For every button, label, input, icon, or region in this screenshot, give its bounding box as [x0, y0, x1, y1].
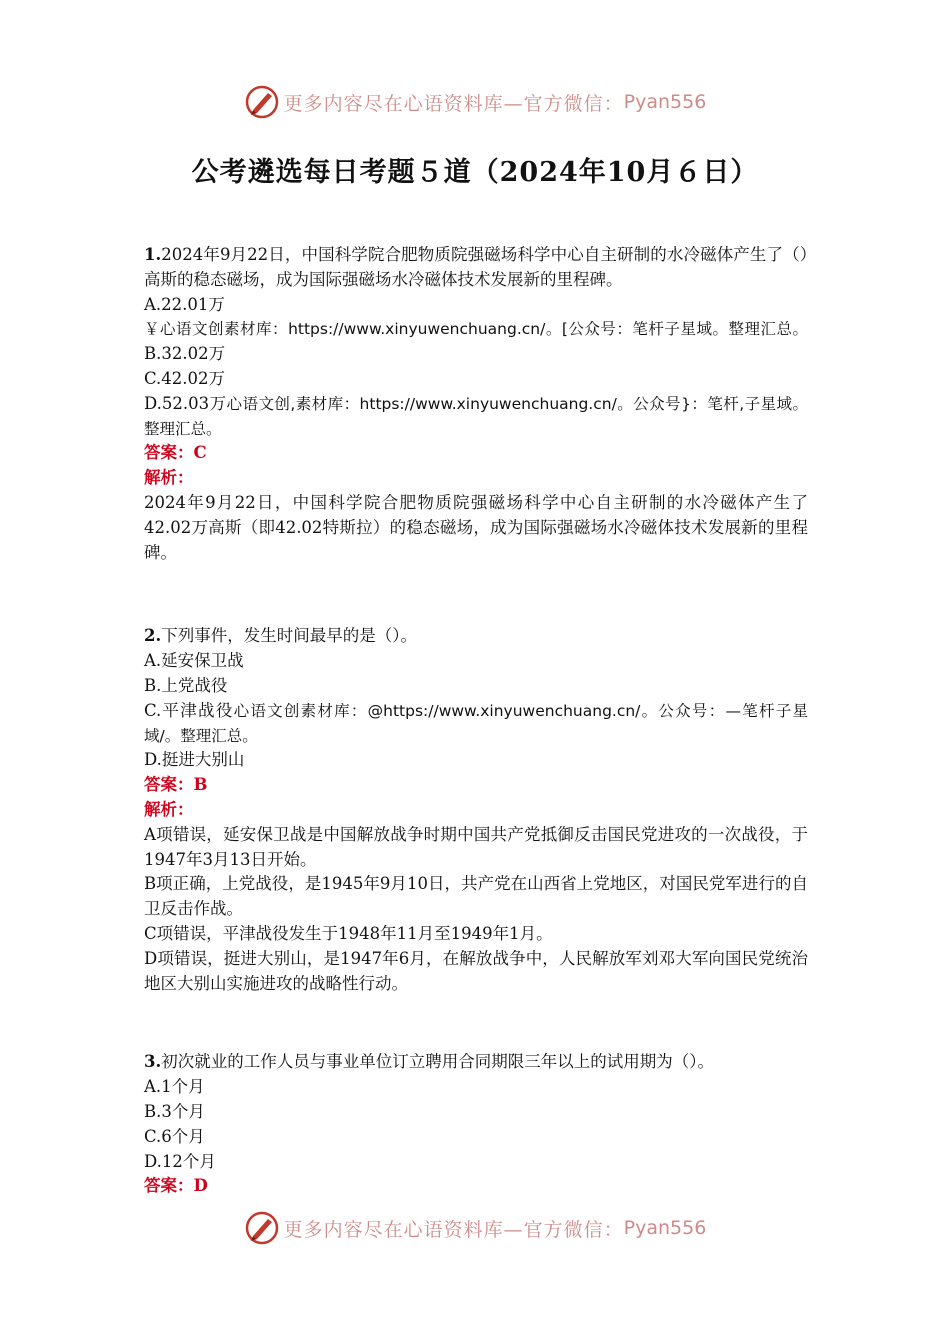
question-number: 3.: [144, 1052, 162, 1072]
question-number: 2.: [144, 626, 162, 646]
footer-banner: [0, 1210, 950, 1246]
banner-text: 更多内容尽在心语资料库—官方微信：: [283, 1218, 624, 1241]
question-2-analysis-d: D项错误，挺进大别山，是1947年6月，在解放战争中，人民解放军刘邓大军向国民党统治地区大别山实施进攻的战略性行动。: [144, 948, 808, 993]
question-1-analysis-label: 解析：: [144, 468, 194, 488]
question-content: [144, 243, 808, 1199]
question-2-option-b: B.上党战役: [144, 675, 228, 695]
question-2-option-a: A.延安保卫战: [144, 651, 244, 671]
watermark-text: 心语文创素材库：@https://www.xinyuwenchuang.cn/。公众号：—笔杆子星域/。整理汇总。: [144, 701, 808, 745]
header-banner: [0, 84, 950, 120]
question-3-option-c: C.6个月: [144, 1126, 205, 1146]
page-title: 公考遴选每日考题５道（2024年10月６日）: [191, 157, 759, 188]
question-3-option-d: D.12个月: [144, 1151, 216, 1171]
watermark-text: 心语文创,素材库：https://www.xinyuwenchuang.cn/。公众号}：笔杆,子星域。整理汇总。: [144, 394, 808, 438]
question-1-option-c: C.42.02万: [144, 368, 226, 388]
question-2-analysis-label: 解析：: [144, 799, 194, 819]
question-1-watermark-line: [144, 317, 808, 367]
spacer: [144, 565, 808, 624]
question-2-analysis-a: A项错误，延安保卫战是中国解放战争时期中国共产党抵御反击国民党进攻的一次战役，于1947年3月13日开始。: [144, 824, 808, 869]
question-2-option-d: D.挺进大别山: [144, 750, 245, 770]
banner-wechat-id: Pyan556: [623, 91, 707, 113]
pen-logo-icon: [244, 84, 280, 120]
question-2-stem: 2.下列事件，发生时间最早的是（）。: [144, 626, 417, 646]
question-2-analysis-b: B项正确，上党战役，是1945年9月10日，共产党在山西省上党地区，对国民党军进行的自卫反击作战。: [144, 874, 808, 919]
question-1-option-b: B.32.02万: [144, 344, 226, 364]
question-1-answer: 答案：C: [144, 443, 207, 463]
banner-wechat-id: Pyan556: [623, 1217, 707, 1239]
question-3-option-a: A.1个月: [144, 1077, 205, 1097]
question-3-answer: 答案：D: [144, 1176, 208, 1196]
question-2-analysis-c: C项错误，平津战役发生于1948年11月至1949年1月。: [144, 923, 553, 943]
spacer: [144, 996, 808, 1050]
question-3-stem: 3.初次就业的工作人员与事业单位订立聘用合同期限三年以上的试用期为（）。: [144, 1052, 714, 1072]
pen-logo-icon: [244, 1210, 280, 1246]
question-1-analysis: 2024年9月22日，中国科学院合肥物质院强磁场科学中心自主研制的水冷磁体产生了42.02万高斯（即42.02特斯拉）的稳态磁场，成为国际强磁场水冷磁体技术发展新的里程碑。: [144, 492, 808, 562]
question-1-option-d: D.52.03万: [144, 393, 227, 413]
question-1-stem: 1.2024年9月22日，中国科学院合肥物质院强磁场科学中心自主研制的水冷磁体产生了（）高斯的稳态磁场，成为国际强磁场水冷磁体技术发展新的里程碑。: [144, 245, 808, 289]
question-number: 1.: [144, 245, 162, 264]
question-2-answer: 答案：B: [144, 775, 208, 795]
question-1-option-d-line: [144, 392, 808, 442]
question-3-option-b: B.3个月: [144, 1101, 205, 1121]
watermark-text: ￥心语文创素材库：https://www.xinyuwenchuang.cn/。[公众号：笔杆子星域。整理汇总。: [144, 320, 808, 339]
question-1-option-a: A.22.01万: [144, 294, 225, 314]
question-2-option-c-line: [144, 699, 808, 749]
banner-text: 更多内容尽在心语资料库—官方微信：: [283, 92, 624, 115]
question-2-option-c: C.平津战役: [144, 700, 234, 720]
